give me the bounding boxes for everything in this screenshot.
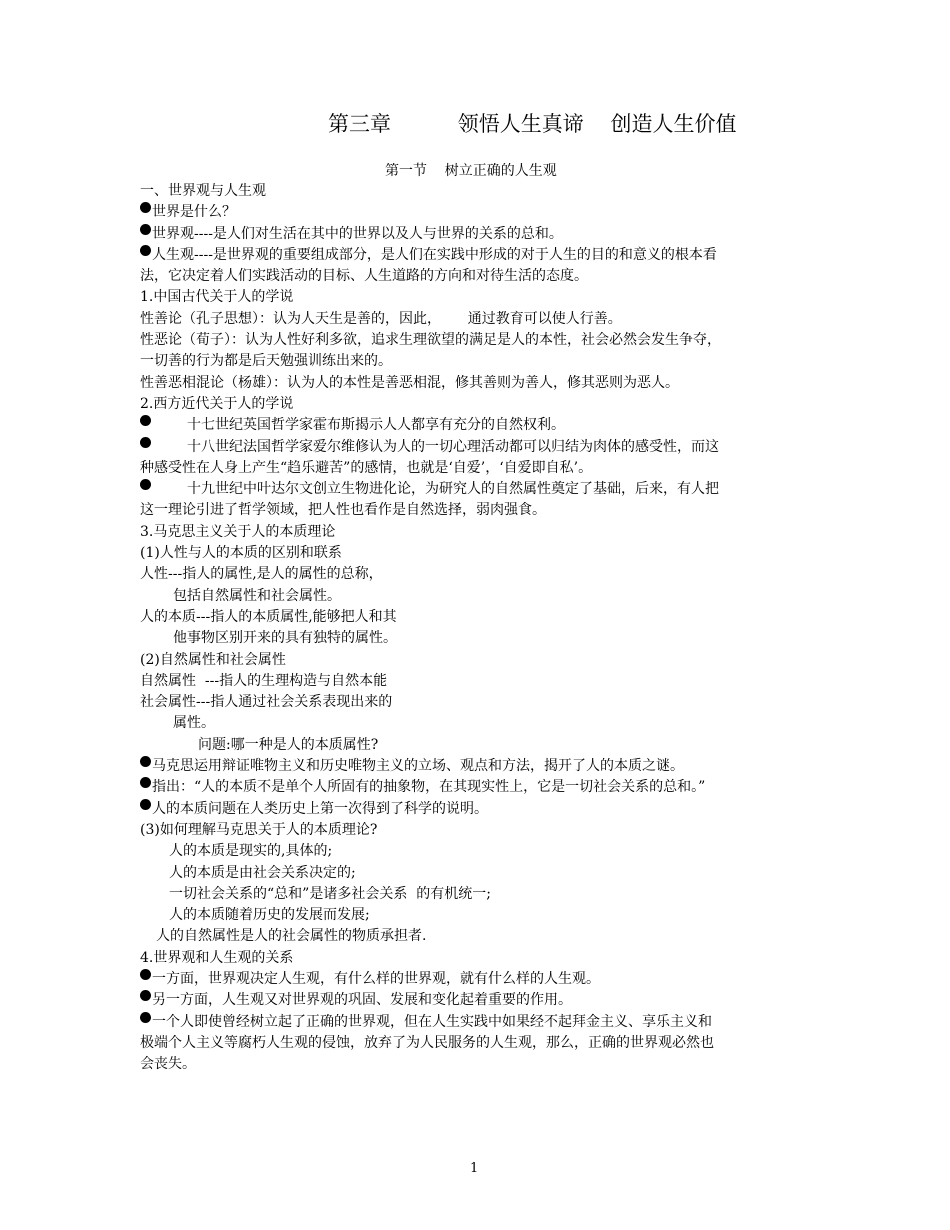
heading-worldview: 一、世界观与人生观 [140, 183, 266, 199]
bullet-icon [140, 990, 151, 1001]
subheading: 1.中国古代关于人的学说 [140, 289, 294, 306]
paragraph-line: 自然属性 ---指人的生理构造与自然本能 [140, 672, 388, 689]
paragraph-line: 人性---指人的属性,是人的属性的总称， [140, 566, 383, 583]
bullet-icon [140, 224, 151, 235]
question-line: 问题:哪一种是人的本质属性? [198, 736, 379, 753]
subheading: (3)如何理解马克思关于人的本质理论? [140, 821, 378, 838]
chapter-title: 第三章 领悟人生真谛 创造人生价值 [328, 112, 737, 136]
paragraph-line: 人的本质随着历史的发展而发展; [169, 907, 370, 924]
document-body [140, 181, 814, 1075]
bullet-item: 一个人即使曾经树立起了正确的世界观，但在人生实践中如果经不起拜金主义、享乐主义和 [140, 1012, 814, 1033]
bullet-icon [140, 777, 151, 788]
bullet-icon [140, 415, 151, 426]
paragraph-line: 性善恶相混论（杨雄）：认为人的本性是善恶相混，修其善则为善人，修其恶则为恶人。 [140, 374, 679, 391]
paragraph-line: 种感受性在人身上产生“趋乐避苦”的感情，也就是‘自爱’，‘自爱即自私’。 [140, 459, 593, 476]
bullet-icon [140, 437, 151, 448]
paragraph-line: 极端个人主义等腐朽人生观的侵蚀，放弃了为人民服务的人生观，那么，正确的世界观必然也 [140, 1034, 714, 1051]
paragraph-line: 人的本质是由社会关系决定的; [169, 864, 356, 881]
subheading: 4.世界观和人生观的关系 [140, 949, 294, 966]
paragraph-line: 一切善的行为都是后天勉强训练出来的。 [140, 353, 392, 370]
bullet-icon [140, 969, 151, 980]
bullet-item: 世界观----是人们对生活在其中的世界以及人与世界的关系的总和。 [140, 224, 814, 245]
paragraph-line: 性恶论（荀子）：认为人性好利多欲，追求生理欲望的满足是人的本性，社会必然会发生争夺， [140, 332, 721, 349]
paragraph-line: 法，它决定着人们实践活动的目标、人生道路的方向和对待生活的态度。 [140, 268, 588, 285]
bullet-item: 指出：“人的本质不是单个人所固有的抽象物，在其现实性上，它是一切社会关系的总和。” [140, 777, 814, 798]
bullet-item: 十九世纪中叶达尔文创立生物进化论，为研究人的自然属性奠定了基础，后来，有人把 [140, 479, 814, 500]
paragraph-line: 包括自然属性和社会属性。 [173, 587, 341, 604]
paragraph-line: 人的自然属性是人的社会属性的物质承担者. [156, 928, 427, 945]
bullet-item: 十八世纪法国哲学家爱尔维修认为人的一切心理活动都可以归结为肉体的感受性，而这 [140, 437, 814, 458]
subheading: (2)自然属性和社会属性 [140, 651, 286, 668]
paragraph-line: 属性。 [173, 715, 215, 732]
bullet-item: 另一方面，人生观又对世界观的巩固、发展和变化起着重要的作用。 [140, 990, 814, 1011]
section-title: 第一节 树立正确的人生观 [385, 163, 557, 179]
paragraph-line: 社会属性---指人通过社会关系表现出来的 [140, 694, 393, 711]
paragraph-line: 人的本质是现实的,具体的; [169, 843, 333, 860]
bullet-item: 马克思运用辩证唯物主义和历史唯物主义的立场、观点和方法，揭开了人的本质之谜。 [140, 756, 814, 777]
bullet-icon [140, 756, 151, 767]
subheading: 3.马克思主义关于人的本质理论 [140, 523, 336, 540]
bullet-icon [140, 479, 151, 490]
paragraph-line: 一切社会关系的“总和”是诸多社会关系 的有机统一; [169, 885, 491, 902]
bullet-item: 人生观----是世界观的重要组成部分，是人们在实践中形成的对于人生的目的和意义的根本看 [140, 245, 814, 266]
bullet-icon [140, 1012, 151, 1023]
page-number: 1 [470, 1161, 479, 1176]
paragraph-line: 人的本质---指人的本质属性,能够把人和其 [140, 608, 397, 625]
bullet-item: 人的本质问题在人类历史上第一次得到了科学的说明。 [140, 799, 814, 820]
bullet-item: 世界是什么？ [140, 202, 814, 223]
paragraph-line: 他事物区别开来的具有独特的属性。 [173, 630, 397, 647]
subheading: (1)人性与人的本质的区别和联系 [140, 545, 342, 562]
bullet-icon [140, 799, 151, 810]
subheading: 2.西方近代关于人的学说 [140, 395, 294, 412]
bullet-icon [140, 245, 151, 256]
bullet-item: 一方面，世界观决定人生观，有什么样的世界观，就有什么样的人生观。 [140, 969, 814, 990]
bullet-icon [140, 202, 151, 213]
paragraph-line: 性善论（孔子思想）：认为人天生是善的，因此， 通过教育可以使人行善。 [140, 310, 622, 327]
paragraph-line: 会丧失。 [140, 1056, 196, 1073]
bullet-item: 十七世纪英国哲学家霍布斯揭示人人都享有充分的自然权利。 [140, 415, 814, 436]
paragraph-line: 这一理论引进了哲学领域，把人性也看作是自然选择，弱肉强食。 [140, 502, 546, 519]
